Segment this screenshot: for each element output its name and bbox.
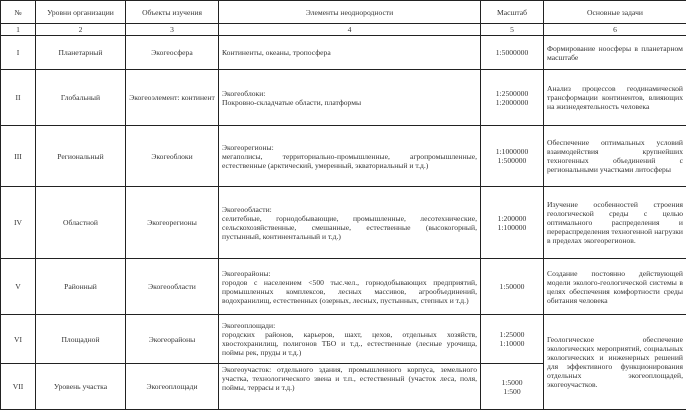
row-level: Площадной bbox=[36, 315, 126, 364]
row-elements bbox=[219, 315, 481, 364]
elements-text: мегаполисы, территориально-промышленные, агропромышленные, естественные (арктический, умеренный, экваториальный и т.д.) bbox=[222, 152, 477, 170]
elements-text: Континенты, океаны, тропосфера bbox=[222, 48, 331, 57]
row-scale: 1:5000000 bbox=[481, 36, 544, 70]
table-row bbox=[1, 70, 686, 126]
elements-text: Экогеоучасток: отдельного здания, промышленного корпуса, земельного участка, технологического звена и т.п., естественный (участок леса, поля, поймы, террасы и т.д.) bbox=[222, 365, 477, 392]
row-scale bbox=[481, 126, 544, 187]
row-elements bbox=[219, 187, 481, 259]
row-task: Геологическое обеспечение экологических мероприятий, социальных экологических и инженерных решений для эффективного функционирования отдельных экогеоплощадей, экогеоучастков. bbox=[544, 315, 686, 410]
elements-text: Покровно-складчатые области, платформы bbox=[222, 98, 477, 107]
row-level: Глобальный bbox=[36, 70, 126, 126]
row-scale bbox=[481, 315, 544, 364]
row-elements bbox=[219, 126, 481, 187]
row-num: VII bbox=[1, 364, 36, 410]
col-number: 6 bbox=[544, 24, 686, 36]
header-elements: Элементы неоднородности bbox=[219, 1, 481, 24]
row-level: Областной bbox=[36, 187, 126, 259]
row-elements bbox=[219, 70, 481, 126]
row-object: Экогеоплощади bbox=[126, 364, 219, 410]
row-task: Анализ процессов геодинамической трансформации континентов, влияющих на жизнедеятельность человека bbox=[544, 70, 686, 126]
elements-text: городских районов, карьеров, шахт, цехов, отдельных хозяйств, хвостохранилищ, полигонов ТБО и т.д., естественные (лесные урочища, поймы рек, пруды и т.д.) bbox=[222, 330, 477, 357]
header-level: Уровни организации bbox=[36, 1, 126, 24]
row-level: Районный bbox=[36, 259, 126, 315]
row-num: IV bbox=[1, 187, 36, 259]
col-number: 1 bbox=[1, 24, 36, 36]
row-level: Планетарный bbox=[36, 36, 126, 70]
scale-value: 1:2000000 bbox=[484, 98, 540, 107]
row-task: Создание постоянно действующей модели эколого-геологической системы в целях обеспечения комфортности среды обитания человека bbox=[544, 259, 686, 315]
row-task: Изучение особенностей строения геологической среды с целью оптимального распределения и перераспределения техногенной нагрузки в пределах экогеорегионов. bbox=[544, 187, 686, 259]
col-number: 2 bbox=[36, 24, 126, 36]
elements-title: Экогеорегионы: bbox=[222, 143, 477, 152]
row-level: Уровень участка bbox=[36, 364, 126, 410]
elements-text: городов с населением <500 тыс.чел., горнодобывающих предприятий, промышленных комплексов, лесных массивов, агрообъединений, водохранилищ, естественных (озерных, лесных, пустынных, степных и т.д.) bbox=[222, 278, 477, 305]
table-row bbox=[1, 187, 686, 259]
col-number: 5 bbox=[481, 24, 544, 36]
row-scale bbox=[481, 364, 544, 410]
header-scale: Масштаб bbox=[481, 1, 544, 24]
column-number-row bbox=[1, 24, 686, 36]
row-num: I bbox=[1, 36, 36, 70]
row-num: III bbox=[1, 126, 36, 187]
header-tasks: Основные задачи bbox=[544, 1, 686, 24]
scale-value: 1:2500000 bbox=[484, 89, 540, 98]
row-num: V bbox=[1, 259, 36, 315]
row-object: Экогеорегионы bbox=[126, 187, 219, 259]
header-num: № bbox=[1, 1, 36, 24]
row-scale bbox=[481, 70, 544, 126]
table-row bbox=[1, 259, 686, 315]
scale-value: 1:5000 bbox=[484, 378, 540, 387]
row-task: Формирование ноосферы в планетарном масштабе bbox=[544, 36, 686, 70]
elements-title: Экогеообласти: bbox=[222, 205, 477, 214]
row-elements bbox=[219, 259, 481, 315]
elements-title: Экогеоблоки: bbox=[222, 89, 477, 98]
col-number: 4 bbox=[219, 24, 481, 36]
row-scale: 1:50000 bbox=[481, 259, 544, 315]
row-object: Экогеоблоки bbox=[126, 126, 219, 187]
row-num: II bbox=[1, 70, 36, 126]
row-object: Экогеорайоны bbox=[126, 315, 219, 364]
row-object: Экогеоэлемент: континент bbox=[126, 70, 219, 126]
scale-value: 1:100000 bbox=[484, 223, 540, 232]
header-row bbox=[1, 1, 686, 24]
row-elements bbox=[219, 364, 481, 410]
elements-title: Экогеоплощади: bbox=[222, 321, 477, 330]
scale-value: 1:25000 bbox=[484, 330, 540, 339]
scale-value: 1:500 bbox=[484, 387, 540, 396]
scale-value: 1:1000000 bbox=[484, 147, 540, 156]
row-level: Региональный bbox=[36, 126, 126, 187]
header-object: Объекты изучения bbox=[126, 1, 219, 24]
scale-value: 1:500000 bbox=[484, 156, 540, 165]
elements-title: Экогеорайоны: bbox=[222, 269, 477, 278]
table-row bbox=[1, 315, 686, 364]
col-number: 3 bbox=[126, 24, 219, 36]
row-elements bbox=[219, 36, 481, 70]
table-row bbox=[1, 126, 686, 187]
row-object: Экогеосфера bbox=[126, 36, 219, 70]
elements-text: селитебные, горнодобывающие, промышленные, лесотехнические, сельскохозяйственные, смешанные, естественные (высокогорный, пустынный, континентальный и т.д.) bbox=[222, 214, 477, 241]
scale-value: 1:200000 bbox=[484, 214, 540, 223]
row-task: Обеспечение оптимальных условий взаимодействия крупнейших техногенных объединений с региональными участками литосферы bbox=[544, 126, 686, 187]
row-object: Экогеообласти bbox=[126, 259, 219, 315]
table-row bbox=[1, 36, 686, 70]
row-scale bbox=[481, 187, 544, 259]
scale-value: 1:10000 bbox=[484, 339, 540, 348]
row-num: VI bbox=[1, 315, 36, 364]
